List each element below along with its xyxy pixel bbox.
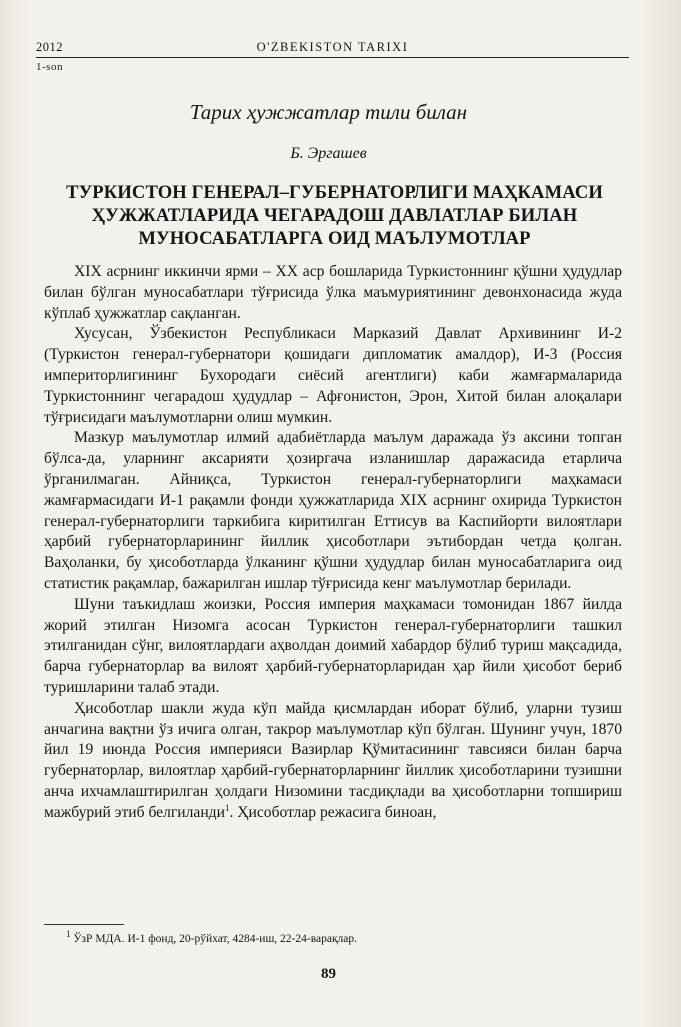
footnote-rule [44, 924, 124, 925]
title-line: ҲУЖЖАТЛАРИДА ЧЕГАРАДОШ ДАВЛАТЛАР БИЛАН [91, 205, 578, 226]
section-title: Тарих ҳужжатлар тили билан [189, 100, 468, 124]
journal-name: O'ZBEKISTON TARIXI [256, 40, 409, 54]
footnote-number: 1 [66, 929, 71, 940]
paragraph: XIX асрнинг иккинчи ярми – XX аср бошларида Туркистоннинг қўшни ҳудудлар билан бўлган муносабатлари тўғрисида ўлка маъмуриятининг девонхонасида жуда кўплаб ҳужжатлар сақланган. [44, 263, 622, 322]
header-rule [36, 57, 629, 58]
paragraph [44, 699, 622, 824]
paragraph: Хусусан, Ўзбекистон Республикаси Марказий Давлат Архивининг И-2 (Туркистон генерал-губернатори қошидаги дипломатик амалдор), И-3 (Россия империторлигининг Бухородаги сиёсий агентлиги) каби жамғармаларида Туркистоннинг чегарадош ҳудудлар – Афғонистон, Эрон, Хитой билан алоқалари тўғрисидаги маълумотларни олиш мумкин. [44, 325, 622, 426]
paragraph: Шуни таъкидлаш жоизки, Россия империя маҳкамаси томонидан 1867 йилда жорий этилган Низомга асосан Туркистон генерал-губернаторлиги ташкил этилганидан сўнг, вилоятлардаги аҳволдан доимий хабардор бўлиб туриш мақсадида, барча губернаторлар ва вилоят ҳарбий-губернаторларидан ҳар йили ҳисобот бериб туришларини талаб этади. [44, 595, 622, 696]
article-body [44, 262, 622, 824]
footnote-text: ЎзР МДА. И-1 фонд, 20-рўйхат, 4284-иш, 22-24-варақлар. [73, 933, 358, 945]
footnote-marker: 1 [224, 802, 230, 813]
paragraph-text: Ҳисоботлар шакли жуда кўп майда қисмлардан иборат бўлиб, уларни тузиш анчагина вақтни ўз ичига олган, такрор маълумотлар кўп бўлган. Шунинг учун, 1870 йил 19 июнда Россия империяси Вазирлар Қўмитасининг тавсияси билан барча губернаторлар, вилоятлар ҳарбий-губернаторларнинг йиллик ҳисоботларини тузишни анча ихчамлаштирилган ҳолдаги Низомини тасдиқлади ва ҳисоботларни топшириш мажбурий этиб белгиланди [44, 699, 622, 821]
page-number: 89 [321, 966, 336, 982]
title-line: ТУРКИСТОН ГЕНЕРАЛ–ГУБЕРНАТОРЛИГИ МАҲКАМАСИ [66, 182, 603, 203]
title-line: МУНОСАБАТЛАРГА ОИД МАЪЛУМОТЛАР [138, 228, 531, 249]
paragraph: Мазкур маълумотлар илмий адабиётларда маълум даражада ўз аксини топган бўлса-да, уларнинг аксарияти ҳозиргача изланишлар даражасида етарлича ўрганилмаган. Айниқса, Туркистон генерал-губернаторлиги маҳкамаси жамғармасидаги И-1 рақамли фонди ҳужжатларида XIX асрнинг охирида Туркистон генерал-губернаторлиги таркибига киритилган Еттисув ва Каспийорти вилоятлари ҳарбий губернаторларининг йиллик ҳисоботлари эътибордан четда қолган. Ваҳоланки, бу ҳисоботларда ўлканинг қўшни ҳудудлар билан муносабатларига оид статистик рақамлар, бажарилган ишлар тўғрисида кенг маълумотлар берилади. [44, 429, 622, 592]
author: Б. Эргашев [290, 145, 367, 162]
running-head [36, 40, 629, 55]
issue-number: 1-son [36, 61, 63, 73]
paragraph-tail: . Ҳисоботлар режасига биноан, [229, 803, 437, 821]
footnote [66, 929, 358, 945]
year: 2012 [36, 40, 63, 54]
article-title [40, 181, 629, 250]
